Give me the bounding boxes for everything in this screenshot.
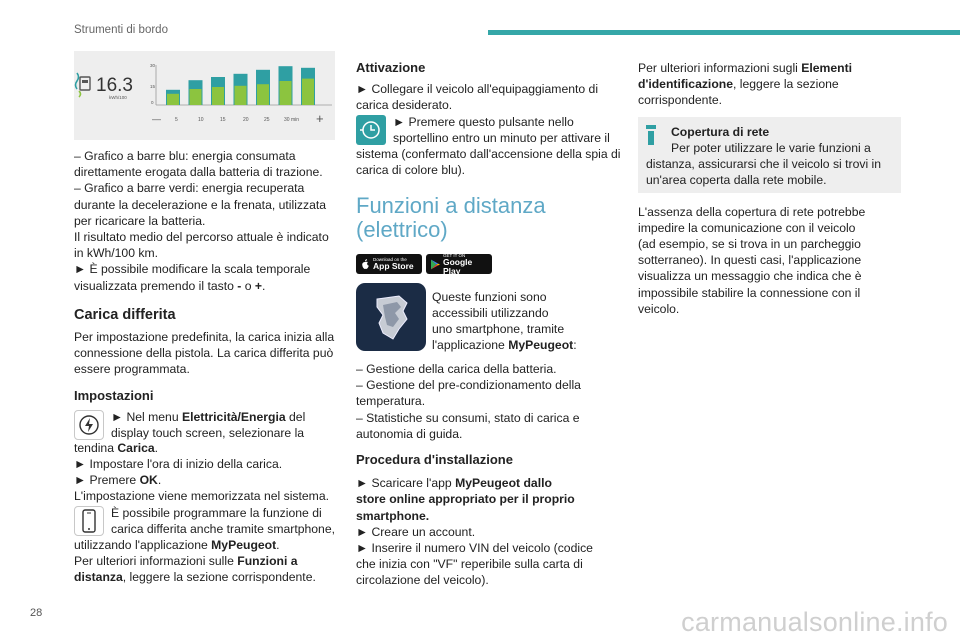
column-1 bbox=[74, 148, 344, 585]
body-text: (ad esempio, se si trova in un parcheggio bbox=[638, 237, 861, 252]
recovered-energy-bar bbox=[302, 79, 314, 105]
list-item: – Gestione della carica della batteria. bbox=[356, 362, 557, 377]
consumption-display-image bbox=[74, 51, 335, 140]
body-text: ► Scaricare l'app MyPeugeot dallo bbox=[356, 476, 552, 491]
column-2 bbox=[356, 60, 626, 589]
body-text: ► Inserire il numero VIN del veicolo (codice bbox=[356, 541, 593, 556]
legend-text: durante la decelerazione e la frenata, utilizzata bbox=[74, 197, 327, 212]
smartphone-icon bbox=[74, 506, 104, 536]
info-box-title: Copertura di rete bbox=[671, 124, 770, 139]
recovered-energy-bar bbox=[257, 84, 269, 105]
recovered-energy-bar bbox=[167, 94, 179, 105]
body-text: l'applicazione MyPeugeot: bbox=[432, 338, 577, 353]
google-play-icon bbox=[431, 259, 440, 270]
body-text: ► Premere OK. bbox=[74, 473, 162, 488]
zoom-minus-icon: — bbox=[152, 114, 161, 124]
x-tick-label: 10 bbox=[198, 117, 204, 123]
legend-text: direttamente erogata dalla batteria di trazione. bbox=[74, 165, 323, 180]
apple-icon bbox=[361, 259, 370, 270]
body-text: È possibile programmare la funzione di bbox=[111, 505, 322, 520]
legend-text: visualizzata premendo il tasto - o +. bbox=[74, 278, 266, 293]
body-text: tendina Carica. bbox=[74, 440, 159, 455]
body-text: connessione della pistola. La carica differita può bbox=[74, 346, 334, 361]
body-text: Per ulteriori informazioni sugli Elementi bbox=[638, 61, 853, 75]
consumption-value: 16.3 bbox=[96, 75, 133, 96]
body-text: che inizia con "VF" reperibile sulla carta di bbox=[356, 557, 583, 572]
info-box-network bbox=[638, 117, 901, 193]
body-text: corrispondente. bbox=[638, 93, 723, 108]
info-box-text: Per poter utilizzare le varie funzioni a bbox=[671, 140, 871, 155]
section-title: (elettrico) bbox=[356, 217, 448, 243]
mypeugeot-app-icon bbox=[356, 283, 426, 351]
body-text: smartphone. bbox=[356, 508, 430, 523]
info-box-text: distanza, assicurarsi che il veicolo si trovi in bbox=[646, 156, 882, 171]
legend-text: – Grafico a barre blu: energia consumata bbox=[74, 149, 296, 163]
heading-attivazione: Attivazione bbox=[356, 60, 426, 75]
recovered-energy-bar bbox=[212, 87, 224, 105]
body-text: Queste funzioni sono bbox=[432, 290, 547, 305]
body-text: L'impostazione viene memorizzata nel sistema. bbox=[74, 489, 329, 504]
body-text: d'identificazione, leggere la sezione bbox=[638, 77, 839, 92]
body-text: impossibile stabilire la connessione con il bbox=[638, 285, 861, 300]
consumption-chart-graphic bbox=[74, 51, 335, 140]
heading-procedura: Procedura d'installazione bbox=[356, 452, 513, 468]
body-text: ► Premere questo pulsante nello bbox=[393, 114, 574, 129]
legend-text: in kWh/100 km. bbox=[74, 246, 158, 261]
x-tick-label: 15 bbox=[220, 117, 226, 123]
energy-menu-icon bbox=[74, 410, 104, 440]
x-tick-label: 25 bbox=[264, 117, 270, 123]
body-text: carica di colore blu). bbox=[356, 162, 466, 177]
body-text: ► Nel menu Elettricità/Energia del bbox=[111, 409, 306, 424]
body-text: display touch screen, selezionare la bbox=[111, 425, 305, 440]
body-text: visualizza un messaggio che indica che è bbox=[638, 269, 862, 284]
info-icon bbox=[646, 125, 656, 145]
body-text: circolazione del veicolo). bbox=[356, 573, 489, 588]
zoom-plus-icon: + bbox=[316, 111, 324, 126]
x-tick-label: 20 bbox=[243, 117, 249, 123]
body-text: essere programmata. bbox=[74, 362, 190, 377]
body-text: ► Collegare il veicolo all'equipaggiamento di bbox=[356, 82, 599, 97]
body-text: sistema (confermato dall'accensione della spia di bbox=[356, 146, 621, 161]
column-3 bbox=[638, 60, 908, 317]
body-text: ► Creare un account. bbox=[356, 524, 476, 539]
body-text: utilizzando l'applicazione MyPeugeot. bbox=[74, 537, 280, 552]
google-play-badge[interactable]: GET IT ON Google Play bbox=[426, 254, 492, 274]
x-tick-label: 5 bbox=[175, 117, 178, 123]
section-title: Funzioni a distanza bbox=[356, 193, 546, 219]
app-store-badge[interactable]: Download on the App Store bbox=[356, 254, 422, 274]
header-accent-bar bbox=[488, 30, 960, 35]
body-text: carica desiderato. bbox=[356, 98, 453, 113]
body-text: impedire la comunicazione con il veicolo bbox=[638, 220, 856, 235]
list-item: autonomia di guida. bbox=[356, 426, 463, 441]
charge-timer-button-icon bbox=[356, 115, 386, 145]
body-text: uno smartphone, tramite bbox=[432, 322, 565, 337]
charge-pump-icon bbox=[76, 73, 91, 97]
legend-text: Il risultato medio del percorso attuale è indicato bbox=[74, 230, 329, 245]
x-tick-label: 30 min bbox=[284, 117, 300, 123]
body-text: veicolo. bbox=[638, 301, 680, 316]
list-item: temperatura. bbox=[356, 394, 426, 409]
body-text: store online appropriato per il proprio bbox=[356, 492, 575, 507]
body-text: distanza, leggere la sezione corrispondente. bbox=[74, 570, 316, 585]
body-text: L'assenza della copertura di rete potrebbe bbox=[638, 204, 866, 219]
body-text: accessibili utilizzando bbox=[432, 306, 549, 321]
body-text: ► Impostare l'ora di inizio della carica. bbox=[74, 457, 283, 472]
watermark: carmanualsonline.info bbox=[681, 607, 948, 637]
recovered-energy-bar bbox=[235, 86, 247, 105]
heading-impostazioni: Impostazioni bbox=[74, 387, 154, 403]
body-text: Per impostazione predefinita, la carica inizia alla bbox=[74, 330, 335, 345]
info-box-text: un'area coperta dalla rete mobile. bbox=[646, 172, 827, 187]
body-text: Per ulteriori informazioni sulle Funzioni a bbox=[74, 553, 298, 568]
heading-carica-differita: Carica differita bbox=[74, 306, 176, 323]
legend-text: ► È possibile modificare la scala temporale bbox=[74, 262, 311, 277]
body-text: sportellino entro un minuto per attivare il bbox=[393, 130, 610, 145]
list-item: – Statistiche su consumi, stato di carica e bbox=[356, 410, 580, 425]
legend-text: per ricaricare la batteria. bbox=[74, 213, 206, 228]
legend-text: – Grafico a barre verdi: energia recuperata bbox=[74, 181, 305, 196]
body-text: sotterraneo). In questi casi, l'applicazione bbox=[638, 253, 862, 268]
y-tick-label: 0 bbox=[151, 100, 154, 105]
page-number: 28 bbox=[30, 607, 43, 619]
list-item: – Gestione del pre-condizionamento della bbox=[356, 378, 581, 393]
body-text: carica differita anche tramite smartphone, bbox=[111, 521, 335, 536]
recovered-energy-bar bbox=[280, 81, 292, 105]
recovered-energy-bar bbox=[190, 89, 202, 105]
running-header: Strumenti di bordo bbox=[74, 24, 168, 36]
consumption-unit: kWh/100 bbox=[109, 95, 127, 100]
y-tick-label: 30 bbox=[150, 63, 156, 68]
y-tick-label: 15 bbox=[150, 84, 156, 89]
